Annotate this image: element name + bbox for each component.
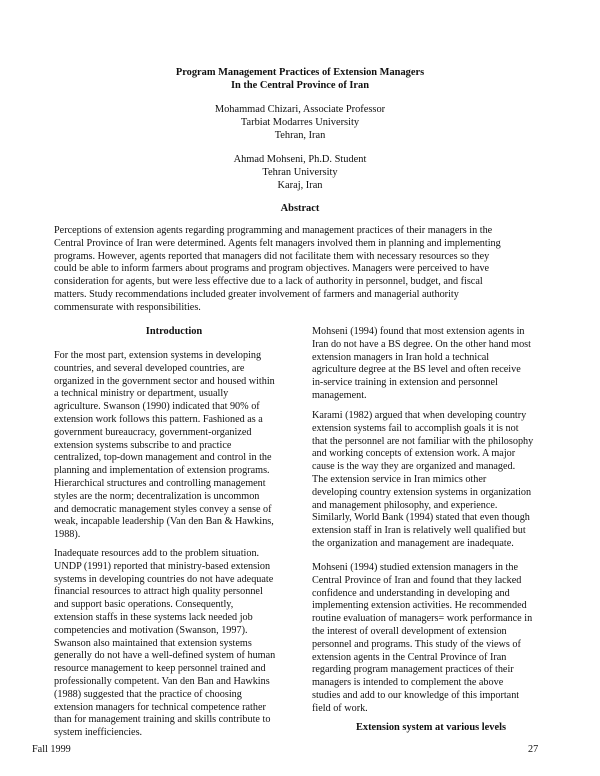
text-line: UNDP (1991) reported that ministry-based extension — [54, 560, 271, 572]
text-line: extension staffs in these systems lack needed job — [54, 611, 253, 623]
text-line: that the personnel are not familiar with the philosophy — [312, 435, 534, 447]
text-line: Karami (1982) argued that when developing country — [312, 410, 527, 421]
text-line: professionally competent. Van den Ban and Hawkins — [54, 675, 270, 687]
text-line: extension systems subscribe to and practice — [54, 439, 232, 451]
text-line: (1988) suggested that the practice of choosing — [54, 688, 242, 700]
title-line-2: In the Central Province of Iran — [230, 80, 370, 91]
text-line: extension managers in Iran hold a technical — [312, 351, 490, 363]
footer-page-number: 27 — [528, 744, 539, 755]
text-line: Similarly, World Bank (1994) stated that even though — [312, 512, 530, 524]
text-line: regarding program management practices of their — [312, 664, 514, 676]
author-1-block — [0, 103, 600, 142]
abstract-heading: Abstract — [280, 203, 320, 214]
paper-title — [0, 66, 600, 92]
author-2-block — [0, 153, 600, 192]
text-line: extension systems fail to accomplish goals it is not — [312, 422, 519, 434]
author-1-name: Mohammad Chizari, Associate Professor — [214, 104, 386, 115]
text-line: systems in developing countries do not have adequate — [54, 573, 274, 585]
text-line: agriculture degree at the BS level and often receive — [312, 364, 521, 376]
text-line: managers is intended to complement the above — [312, 677, 504, 689]
text-line: extension staff in Iran is relatively well qualified but — [312, 525, 526, 537]
text-line: generally do not have a well-defined system of human — [54, 650, 276, 662]
text-line: extension agents in the Central Province of Iran — [312, 651, 507, 663]
abstract-line: commensurate with responsibilities. — [54, 301, 201, 313]
author-2-affiliation: Tehran University — [262, 167, 338, 178]
author-1-affiliation: Tarbiat Modarres University — [240, 117, 360, 128]
text-line: in-service training in extension and personnel — [312, 377, 498, 389]
text-line: styles are the norm; decentralization is uncommon — [54, 490, 260, 502]
text-line: system inefficiencies. — [54, 727, 143, 739]
author-2-name: Ahmad Mohseni, Ph.D. Student — [233, 154, 367, 165]
abstract-line: matters. Study recommendations included greater involvement of farmers and managerial authority — [54, 288, 459, 300]
abstract-line: could be able to inform farmers about programs and program objectives. Managers were perceived to have — [54, 263, 490, 275]
text-line: routine evaluation of managers= work performance in — [312, 613, 533, 625]
text-line: Inadequate resources add to the problem situation. — [54, 548, 260, 559]
text-line: Central Province of Iran and found that they lacked — [312, 574, 522, 586]
text-line: field of work. — [312, 702, 368, 714]
text-line: and working concepts of extension work. A major — [312, 448, 516, 460]
text-line: than for management training and skills contribute to — [54, 714, 271, 726]
text-line: resource management to keep personnel trained and — [54, 663, 266, 675]
text-line: implementing extension activities. He recommended — [312, 600, 527, 612]
text-line: a technical ministry or department, usually — [54, 388, 229, 400]
text-line: financial resources to attract high quality personnel — [54, 586, 263, 598]
abstract-line: Central Province of Iran were determined. Agents felt managers involved them in planning and implementing — [54, 237, 501, 249]
introduction-heading: Introduction — [145, 326, 203, 337]
text-line: extension managers for technical competence rather — [54, 701, 266, 713]
extension-system-heading: Extension system at various levels — [355, 722, 507, 733]
text-line: competencies and motivation (Swanson, 1997). — [54, 624, 248, 636]
text-line: extension work follows this pattern. Fashioned as a — [54, 413, 263, 425]
intro-paragraph-2 — [54, 548, 299, 740]
text-line: the interest of overall development of extension — [312, 625, 507, 637]
text-line: the organization and management are inadequate. — [312, 537, 514, 549]
right-paragraph-3 — [312, 562, 550, 716]
text-line: planning and implementation of extension programs. — [54, 465, 270, 477]
text-line: organized in the government sector and housed within — [54, 375, 275, 387]
author-2-location: Karaj, Iran — [277, 180, 323, 191]
text-line: and management philosophy, and experience. — [312, 499, 498, 511]
text-line: countries, and several developed countries, are — [54, 362, 245, 374]
text-line: Swanson also maintained that extension systems — [54, 637, 252, 649]
text-line: developing country extension systems in organization — [312, 486, 532, 498]
footer-issue: Fall 1999 — [32, 744, 71, 755]
title-line-1: Program Management Practices of Extension Managers — [175, 67, 425, 78]
text-line: personnel and programs. This study of the views of — [312, 638, 521, 650]
text-line: The extension service in Iran mimics other — [312, 473, 487, 485]
right-paragraph-2 — [312, 410, 550, 551]
text-line: cause is the way they are organized and managed. — [312, 461, 516, 473]
intro-paragraph-1 — [54, 350, 299, 542]
text-line: centralized, top-down management and control in the — [54, 452, 272, 464]
text-line: Mohseni (1994) found that most extension agents in — [312, 326, 525, 337]
text-line: Mohseni (1994) studied extension managers in the — [312, 562, 518, 573]
text-line: management. — [312, 389, 367, 401]
right-paragraph-1 — [312, 326, 550, 403]
text-line: and support basic operations. Consequently, — [54, 599, 234, 611]
abstract-text — [54, 225, 549, 315]
text-line: For the most part, extension systems in developing — [54, 350, 262, 361]
text-line: confidence and understanding in developing and — [312, 587, 510, 599]
abstract-line: Perceptions of extension agents regarding programming and management practices of their managers in the — [54, 225, 493, 236]
abstract-line: programs. However, agents reported that managers did not facilitate them with necessary resources so they — [54, 250, 490, 262]
text-line: studies and add to our knowledge of this important — [312, 689, 520, 701]
text-line: government bureaucracy, government-organized — [54, 426, 252, 438]
text-line: Iran do not have a BS degree. On the other hand most — [312, 338, 531, 350]
text-line: and democratic management styles convey a sense of — [54, 503, 272, 515]
text-line: weak, incapable leadership (Van den Ban & Hawkins, — [54, 516, 274, 528]
abstract-line: consideration for agents, but were less effective due to a lack of authority in personnel, budget, and fiscal — [54, 276, 483, 288]
text-line: Hierarchical structures and controlling management — [54, 477, 266, 489]
text-line: 1988). — [54, 529, 81, 541]
text-line: agriculture. Swanson (1990) indicated that 90% of — [54, 401, 260, 413]
author-1-location: Tehran, Iran — [274, 130, 326, 141]
